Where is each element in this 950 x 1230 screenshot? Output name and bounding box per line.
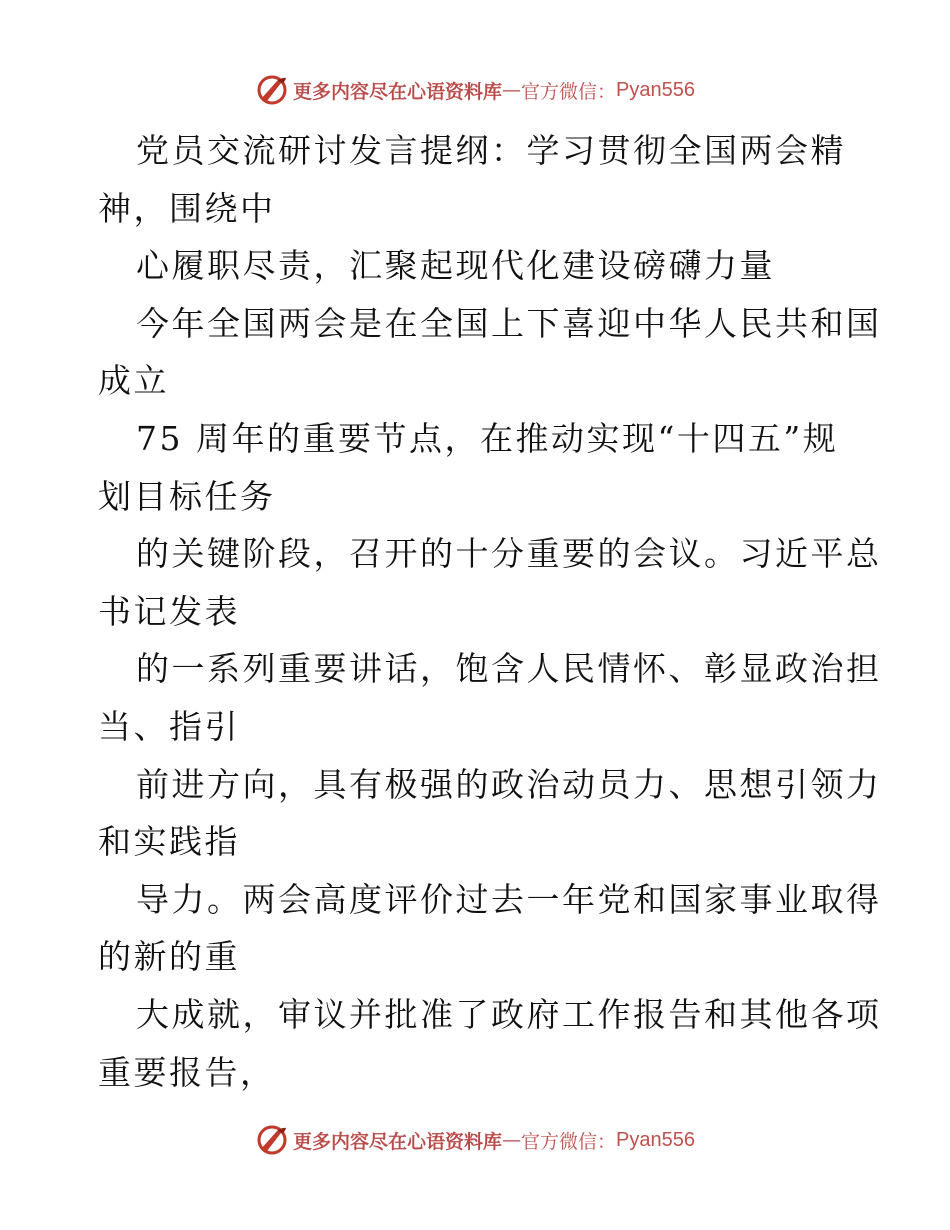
watermark-main-text: 更多内容尽在心语资料库: [293, 1130, 503, 1153]
text-line: 党员交流研讨发言提纲：学习贯彻全国两会精: [136, 131, 846, 170]
text-line: 的一系列重要讲话，饱含人民情怀、彰显政治担: [136, 649, 882, 689]
text-line: 心履职尽责，汇聚起现代化建设磅礴力量: [136, 246, 775, 286]
text-line: 重要报告，: [98, 1052, 276, 1092]
watermark-main-text: 更多内容尽在心语资料库: [293, 80, 503, 103]
text-line: 和实践指: [98, 822, 240, 862]
watermark-dash: —: [502, 79, 522, 101]
text-line: 当、指引: [98, 706, 240, 746]
text-line: 导力。两会高度评价过去一年党和国家事业取得: [136, 879, 882, 919]
quill-logo-icon: [255, 1123, 289, 1157]
text-line: 神，围绕中: [98, 188, 276, 228]
watermark-account-id: Pyan556: [616, 78, 695, 101]
text-line: 的关键阶段，召开的十分重要的会议。习近平总: [136, 534, 882, 574]
text-line: 前进方向，具有极强的政治动员力、思想引领力: [136, 764, 882, 804]
text-line: 成立: [98, 361, 169, 401]
text-line: 书记发表: [98, 591, 240, 631]
watermark-official-label: 官方微信：: [521, 1130, 617, 1153]
text-line: 划目标任务: [98, 476, 276, 516]
text-line: 今年全国两会是在全国上下喜迎中华人民共和国: [136, 303, 882, 343]
document-body: [98, 122, 882, 1101]
text-line: 75 周年的重要节点，在推动实现“十四五”规: [136, 418, 839, 458]
watermark-account-id: Pyan556: [616, 1128, 695, 1151]
header-watermark: [0, 70, 950, 110]
text-line: 大成就，审议并批准了政府工作报告和其他各项: [136, 994, 882, 1034]
quill-logo-icon: [255, 73, 289, 107]
watermark-dash: —: [502, 1129, 522, 1151]
footer-watermark: [0, 1120, 950, 1160]
text-line: 的新的重: [98, 937, 240, 977]
watermark-official-label: 官方微信：: [521, 80, 617, 103]
